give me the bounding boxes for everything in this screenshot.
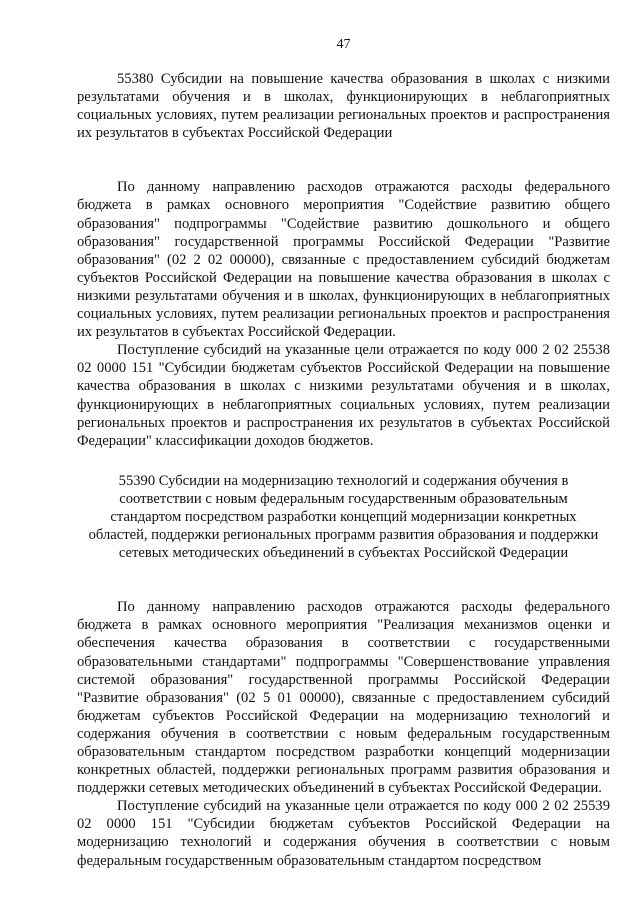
- paragraph-55390-expenses: По данному направлению расходов отражаются расходы федерального бюджета в рамках основного мероприятия "Реализация механизмов оценки и обеспечения качества образования в соответствии с государственными образовательными стандартами" подпрограммы "Совершенствование управления системой образования" государственной программы Российской Федерации "Развитие образования" (02 5 01 00000), связанные с предоставлением субсидий бюджетам субъектов Российской Федерации на модернизацию технологий и содержания обучения в соответствии с новым федеральным государственным образовательным стандартом посредством разработки концепций модернизации конкретных областей, поддержки региональных программ развития образования и поддержки сетевых методических объединений в субъектах Российской Федерации.: [77, 599, 610, 797]
- spacer: [77, 450, 610, 472]
- page-number: 47: [336, 37, 351, 52]
- section-heading-55390: 55390 Субсидии на модернизацию технологий и содержания обучения в соответствии с новым федеральным государственным образовательным стандартом посредством разработки концепций модернизации конкретных областей, поддержки региональных программ развития образования и поддержки сетевых методических объединений в субъектах Российской Федерации: [88, 472, 599, 562]
- spacer: [77, 562, 610, 598]
- section-heading-55380: 55380 Субсидии на повышение качества образования в школах с низкими результатами обучения и в школах, функционирующих в неблагоприятных социальных условиях, путем реализации региональных проектов и распространения их результатов в субъектах Российской Федерации: [77, 71, 610, 142]
- paragraph-55380-expenses: По данному направлению расходов отражаются расходы федерального бюджета в рамках основного мероприятия "Содействие развитию общего образования" подпрограммы "Содействие развитию дошкольного и общего образования" государственной программы Российской Федерации "Развитие образования" (02 2 02 00000), связанные с предоставлением субсидий бюджетам субъектов Российской Федерации на повышение качества образования в школах с низкими результатами обучения и в школах, функционирующих в неблагоприятных социальных условиях, путем реализации региональных проектов и распространения их результатов в субъектах Российской Федерации.: [77, 179, 610, 341]
- document-page: [77, 36, 610, 870]
- spacer: [77, 142, 610, 178]
- paragraph-55390-revenue: Поступление субсидий на указанные цели отражается по коду 000 2 02 25539 02 0000 151 "Субсидии бюджетам субъектов Российской Федерации на модернизацию технологий и содержания обучения в соответствии с новым федеральным государственным образовательным стандартом посредством: [77, 798, 610, 869]
- paragraph-55380-revenue: Поступление субсидий на указанные цели отражается по коду 000 2 02 25538 02 0000 151 "Субсидии бюджетам субъектов Российской Федерации на повышение качества образования в школах с низкими результатами обучения и в школах, функционирующих в неблагоприятных социальных условиях, путем реализации региональных проектов и распространения их результатов в субъектах Российской Федерации" классификации доходов бюджетов.: [77, 342, 610, 449]
